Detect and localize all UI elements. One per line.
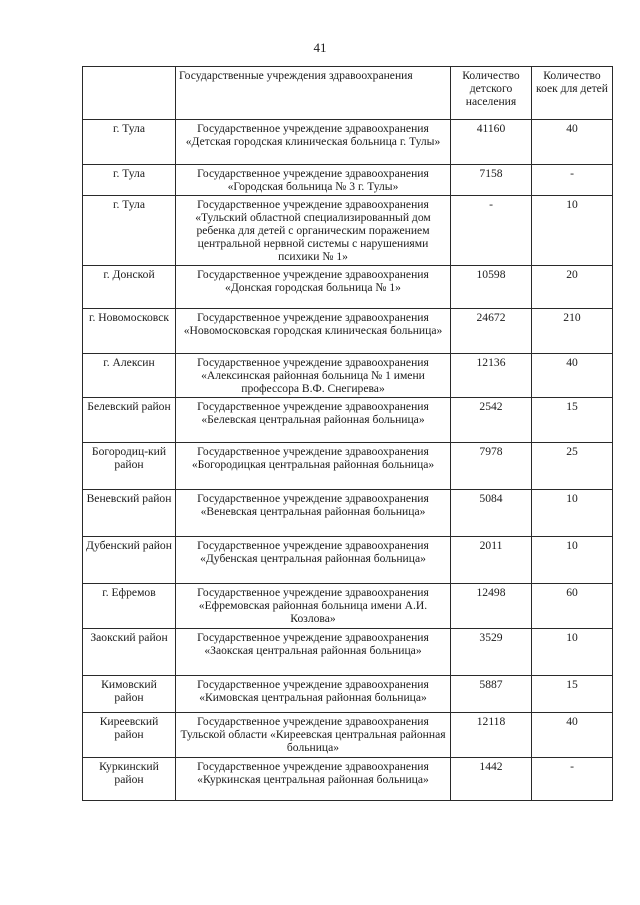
beds-count-cell: 210 <box>532 308 613 353</box>
beds-count-cell: - <box>532 165 613 196</box>
beds-count-cell: 10 <box>532 628 613 675</box>
children-count-cell: 24672 <box>451 308 532 353</box>
header-institution: Государственные учреждения здравоохранения <box>176 67 451 120</box>
institution-cell: Государственное учреждение здравоохранения «Ефремовская районная больница имени А.И. Козлова» <box>176 583 451 628</box>
header-children-count: Количество детского населения <box>451 67 532 120</box>
children-count-cell: 41160 <box>451 120 532 165</box>
beds-count-cell: 40 <box>532 353 613 397</box>
table-row <box>83 675 613 712</box>
district-cell: Киреевский район <box>83 712 176 757</box>
district-cell: г. Алексин <box>83 353 176 397</box>
district-cell: г. Тула <box>83 195 176 265</box>
institution-cell: Государственное учреждение здравоохранения «Куркинская центральная районная больница» <box>176 757 451 800</box>
institution-cell: Государственное учреждение здравоохранения «Тульский областной специализированный дом ребенка для детей с органическим поражением центральной нервной системы с нарушениями психики № 1» <box>176 195 451 265</box>
beds-count-cell: - <box>532 757 613 800</box>
institution-cell: Государственное учреждение здравоохранения «Богородицкая центральная районная больница» <box>176 442 451 489</box>
children-count-cell: 12136 <box>451 353 532 397</box>
institution-cell: Государственное учреждение здравоохранения «Новомосковская городская клиническая больница» <box>176 308 451 353</box>
children-count-cell: 12498 <box>451 583 532 628</box>
district-cell: г. Донской <box>83 265 176 308</box>
beds-count-cell: 15 <box>532 675 613 712</box>
institution-cell: Государственное учреждение здравоохранения «Заокская центральная районная больница» <box>176 628 451 675</box>
table-row <box>83 195 613 265</box>
district-cell: Куркинский район <box>83 757 176 800</box>
table-row <box>83 583 613 628</box>
district-cell: г. Тула <box>83 120 176 165</box>
institution-cell: Государственное учреждение здравоохранения «Кимовская центральная районная больница» <box>176 675 451 712</box>
beds-count-cell: 15 <box>532 397 613 442</box>
header-district <box>83 67 176 120</box>
table-row <box>83 308 613 353</box>
healthcare-institutions-table <box>82 66 613 801</box>
district-cell: Веневский район <box>83 489 176 536</box>
children-count-cell: 5084 <box>451 489 532 536</box>
table-row <box>83 120 613 165</box>
institution-cell: Государственное учреждение здравоохранения «Веневская центральная районная больница» <box>176 489 451 536</box>
beds-count-cell: 40 <box>532 120 613 165</box>
beds-count-cell: 20 <box>532 265 613 308</box>
institution-cell: Государственное учреждение здравоохранения «Дубенская центральная районная больница» <box>176 536 451 583</box>
district-cell: Богородиц-кий район <box>83 442 176 489</box>
children-count-cell: 3529 <box>451 628 532 675</box>
institution-cell: Государственное учреждение здравоохранения «Алексинская районная больница № 1 имени профессора В.Ф. Снегирева» <box>176 353 451 397</box>
table-row <box>83 397 613 442</box>
district-cell: Кимовский район <box>83 675 176 712</box>
table-header-row <box>83 67 613 120</box>
table-row <box>83 265 613 308</box>
table-row <box>83 353 613 397</box>
children-count-cell: 7158 <box>451 165 532 196</box>
header-beds-count: Количество коек для детей <box>532 67 613 120</box>
district-cell: Дубенский район <box>83 536 176 583</box>
institution-cell: Государственное учреждение здравоохранения «Городская больница № 3 г. Тулы» <box>176 165 451 196</box>
table-row <box>83 757 613 800</box>
page-number: 41 <box>313 40 327 55</box>
district-cell: г. Тула <box>83 165 176 196</box>
table-row <box>83 712 613 757</box>
institution-cell: Государственное учреждение здравоохранения Тульской области «Киреевская центральная районная больница» <box>176 712 451 757</box>
beds-count-cell: 60 <box>532 583 613 628</box>
children-count-cell: 10598 <box>451 265 532 308</box>
table-row <box>83 442 613 489</box>
institution-cell: Государственное учреждение здравоохранения «Донская городская больница № 1» <box>176 265 451 308</box>
table-row <box>83 165 613 196</box>
children-count-cell: 12118 <box>451 712 532 757</box>
beds-count-cell: 25 <box>532 442 613 489</box>
children-count-cell: 5887 <box>451 675 532 712</box>
beds-count-cell: 40 <box>532 712 613 757</box>
institution-cell: Государственное учреждение здравоохранения «Белевская центральная районная больница» <box>176 397 451 442</box>
district-cell: Заокский район <box>83 628 176 675</box>
table-row <box>83 628 613 675</box>
children-count-cell: 2011 <box>451 536 532 583</box>
district-cell: г. Новомосковск <box>83 308 176 353</box>
table-row <box>83 536 613 583</box>
beds-count-cell: 10 <box>532 489 613 536</box>
children-count-cell: 1442 <box>451 757 532 800</box>
beds-count-cell: 10 <box>532 536 613 583</box>
children-count-cell: 7978 <box>451 442 532 489</box>
beds-count-cell: 10 <box>532 195 613 265</box>
district-cell: Белевский район <box>83 397 176 442</box>
district-cell: г. Ефремов <box>83 583 176 628</box>
children-count-cell: - <box>451 195 532 265</box>
children-count-cell: 2542 <box>451 397 532 442</box>
institution-cell: Государственное учреждение здравоохранения «Детская городская клиническая больница г. Тулы» <box>176 120 451 165</box>
table-row <box>83 489 613 536</box>
